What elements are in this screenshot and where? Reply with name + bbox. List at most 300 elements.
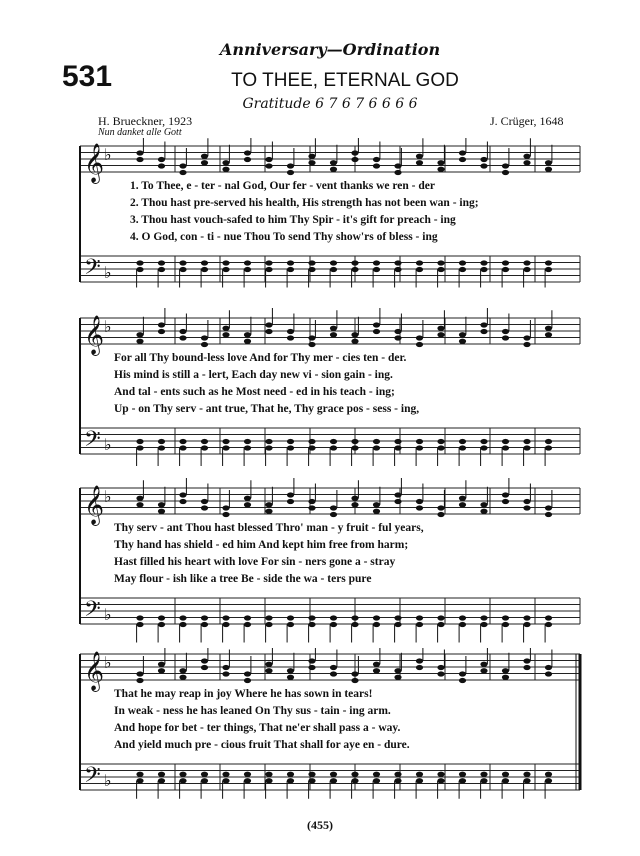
note-head bbox=[287, 778, 294, 783]
note-head bbox=[545, 671, 552, 676]
note-head bbox=[416, 665, 423, 670]
note-head bbox=[545, 445, 552, 450]
note-head bbox=[330, 512, 337, 517]
verse-1-line: Thy serv - ant Thou hast blessed Thro' man - y fruit - ful years, bbox=[114, 522, 424, 534]
note-head bbox=[158, 260, 165, 265]
note-head bbox=[459, 778, 466, 783]
note-head bbox=[459, 496, 466, 501]
note-head bbox=[287, 772, 294, 777]
note-head bbox=[373, 439, 380, 444]
note-head bbox=[437, 665, 444, 670]
note-head bbox=[523, 154, 530, 159]
note-head bbox=[158, 778, 165, 783]
note-head bbox=[287, 170, 294, 175]
treble-clef-icon: 𝄞 bbox=[84, 143, 105, 183]
note-head bbox=[351, 439, 358, 444]
note-head bbox=[136, 678, 143, 683]
note-head bbox=[416, 342, 423, 347]
note-head bbox=[136, 150, 143, 155]
composer-credit: J. Crüger, 1648 bbox=[490, 114, 564, 128]
note-head bbox=[545, 167, 552, 172]
note-head bbox=[244, 772, 251, 777]
bass-clef-icon: 𝄢 bbox=[84, 427, 101, 457]
note-head bbox=[523, 778, 530, 783]
note-head bbox=[416, 439, 423, 444]
page-number: (455) bbox=[307, 818, 333, 832]
note-head bbox=[523, 499, 530, 504]
note-head bbox=[287, 675, 294, 680]
note-head bbox=[373, 772, 380, 777]
note-head bbox=[330, 505, 337, 510]
note-head bbox=[502, 329, 509, 334]
note-head bbox=[502, 615, 509, 620]
note-head bbox=[158, 329, 165, 334]
note-head bbox=[394, 163, 401, 168]
verse-2-line: 2. Thou hast pre-served his health, His strength has not been wan - ing; bbox=[130, 197, 479, 209]
note-head bbox=[308, 622, 315, 627]
note-head bbox=[136, 778, 143, 783]
note-head bbox=[394, 499, 401, 504]
note-head bbox=[437, 622, 444, 627]
note-head bbox=[459, 332, 466, 337]
note-head bbox=[265, 668, 272, 673]
note-head bbox=[136, 615, 143, 620]
note-head bbox=[394, 622, 401, 627]
note-head bbox=[373, 157, 380, 162]
verse-1-line: For all Thy bound-less love And for Thy mer - cies ten - der. bbox=[114, 352, 407, 364]
verse-4-line: 4. O God, con - ti - nue Thou To send Thy show'rs of bless - ing bbox=[130, 231, 438, 243]
note-head bbox=[394, 615, 401, 620]
note-head bbox=[437, 326, 444, 331]
note-head bbox=[201, 267, 208, 272]
note-head bbox=[502, 675, 509, 680]
note-head bbox=[244, 496, 251, 501]
note-head bbox=[244, 339, 251, 344]
note-head bbox=[523, 335, 530, 340]
note-head bbox=[394, 492, 401, 497]
note-head bbox=[308, 499, 315, 504]
note-head bbox=[480, 615, 487, 620]
note-head bbox=[416, 772, 423, 777]
note-head bbox=[523, 622, 530, 627]
note-head bbox=[394, 668, 401, 673]
note-head bbox=[158, 445, 165, 450]
note-head bbox=[459, 157, 466, 162]
note-head bbox=[373, 622, 380, 627]
flat-icon: ♭ bbox=[104, 317, 112, 336]
note-head bbox=[416, 260, 423, 265]
verse-4-line: Up - on Thy serv - ant true, That he, Thy grace pos - sess - ing, bbox=[114, 403, 420, 415]
note-head bbox=[545, 326, 552, 331]
note-head bbox=[459, 260, 466, 265]
note-head bbox=[351, 150, 358, 155]
note-head bbox=[201, 160, 208, 165]
note-head bbox=[330, 332, 337, 337]
verse-3-line: Hast filled his heart with love For sin - ners gone a - stray bbox=[114, 556, 396, 568]
note-head bbox=[244, 615, 251, 620]
note-head bbox=[502, 778, 509, 783]
note-head bbox=[179, 445, 186, 450]
note-head bbox=[158, 322, 165, 327]
note-head bbox=[222, 512, 229, 517]
note-head bbox=[222, 615, 229, 620]
note-head bbox=[437, 167, 444, 172]
note-head bbox=[523, 260, 530, 265]
note-head bbox=[179, 260, 186, 265]
note-head bbox=[523, 267, 530, 272]
note-head bbox=[265, 662, 272, 667]
treble-clef-icon: 𝄞 bbox=[84, 315, 105, 355]
note-head bbox=[136, 439, 143, 444]
note-head bbox=[351, 496, 358, 501]
note-head bbox=[222, 167, 229, 172]
note-head bbox=[179, 170, 186, 175]
note-head bbox=[201, 658, 208, 663]
note-head bbox=[158, 662, 165, 667]
note-head bbox=[222, 439, 229, 444]
note-head bbox=[287, 439, 294, 444]
note-head bbox=[179, 778, 186, 783]
note-head bbox=[480, 329, 487, 334]
note-head bbox=[265, 163, 272, 168]
note-head bbox=[201, 439, 208, 444]
note-head bbox=[244, 260, 251, 265]
note-head bbox=[480, 772, 487, 777]
note-head bbox=[136, 157, 143, 162]
note-head bbox=[373, 260, 380, 265]
music-system-2 bbox=[0, 308, 640, 478]
verse-3-line: And tal - ents such as he Most need - ed in his teach - ing; bbox=[114, 386, 395, 398]
note-head bbox=[459, 622, 466, 627]
note-head bbox=[416, 267, 423, 272]
note-head bbox=[437, 332, 444, 337]
note-head bbox=[416, 615, 423, 620]
treble-clef-icon: 𝄞 bbox=[84, 651, 105, 691]
verse-2-line: Thy hand has shield - ed him And kept him free from harm; bbox=[114, 539, 409, 551]
note-head bbox=[308, 439, 315, 444]
note-head bbox=[523, 505, 530, 510]
note-head bbox=[136, 772, 143, 777]
note-head bbox=[502, 163, 509, 168]
note-head bbox=[222, 267, 229, 272]
note-head bbox=[459, 267, 466, 272]
note-head bbox=[373, 502, 380, 507]
hymn-title: TO THEE, ETERNAL GOD bbox=[231, 70, 459, 91]
note-head bbox=[545, 439, 552, 444]
note-head bbox=[179, 267, 186, 272]
note-head bbox=[244, 502, 251, 507]
music-system-1 bbox=[0, 138, 640, 308]
note-head bbox=[308, 778, 315, 783]
note-head bbox=[201, 499, 208, 504]
note-head bbox=[201, 342, 208, 347]
note-head bbox=[545, 505, 552, 510]
note-head bbox=[308, 772, 315, 777]
verse-1-line: That he may reap in joy Where he has sown in tears! bbox=[114, 688, 373, 700]
note-head bbox=[158, 163, 165, 168]
note-head bbox=[480, 778, 487, 783]
note-head bbox=[201, 772, 208, 777]
note-head bbox=[179, 492, 186, 497]
note-head bbox=[394, 260, 401, 265]
note-head bbox=[437, 772, 444, 777]
note-head bbox=[416, 154, 423, 159]
note-head bbox=[373, 615, 380, 620]
flat-icon: ♭ bbox=[104, 145, 112, 164]
note-head bbox=[222, 778, 229, 783]
note-head bbox=[308, 342, 315, 347]
flat-icon: ♭ bbox=[104, 263, 112, 282]
note-head bbox=[330, 267, 337, 272]
note-head bbox=[523, 615, 530, 620]
note-head bbox=[330, 167, 337, 172]
note-head bbox=[244, 267, 251, 272]
note-head bbox=[545, 772, 552, 777]
note-head bbox=[437, 160, 444, 165]
note-head bbox=[459, 339, 466, 344]
note-head bbox=[502, 267, 509, 272]
note-head bbox=[416, 505, 423, 510]
note-head bbox=[437, 615, 444, 620]
note-head bbox=[502, 170, 509, 175]
note-head bbox=[351, 157, 358, 162]
note-head bbox=[480, 322, 487, 327]
note-head bbox=[158, 772, 165, 777]
note-head bbox=[416, 445, 423, 450]
note-head bbox=[330, 615, 337, 620]
note-head bbox=[545, 615, 552, 620]
note-head bbox=[351, 445, 358, 450]
note-head bbox=[523, 665, 530, 670]
note-head bbox=[416, 160, 423, 165]
note-head bbox=[222, 505, 229, 510]
note-head bbox=[416, 658, 423, 663]
note-head bbox=[351, 332, 358, 337]
note-head bbox=[523, 658, 530, 663]
verse-1-line: 1. To Thee, e - ter - nal God, Our fer - vent thanks we ren - der bbox=[130, 180, 435, 192]
note-head bbox=[308, 154, 315, 159]
note-head bbox=[351, 778, 358, 783]
note-head bbox=[480, 445, 487, 450]
note-head bbox=[222, 326, 229, 331]
note-head bbox=[136, 445, 143, 450]
note-head bbox=[201, 505, 208, 510]
note-head bbox=[373, 662, 380, 667]
note-head bbox=[244, 150, 251, 155]
note-head bbox=[287, 492, 294, 497]
note-head bbox=[502, 668, 509, 673]
note-head bbox=[265, 157, 272, 162]
note-head bbox=[308, 665, 315, 670]
note-head bbox=[287, 668, 294, 673]
note-head bbox=[330, 772, 337, 777]
note-head bbox=[437, 445, 444, 450]
note-head bbox=[394, 335, 401, 340]
note-head bbox=[459, 615, 466, 620]
note-head bbox=[373, 329, 380, 334]
treble-clef-icon: 𝄞 bbox=[84, 485, 105, 525]
note-head bbox=[437, 267, 444, 272]
note-head bbox=[136, 339, 143, 344]
note-head bbox=[373, 445, 380, 450]
note-head bbox=[545, 267, 552, 272]
note-head bbox=[502, 499, 509, 504]
flat-icon: ♭ bbox=[104, 771, 112, 790]
note-head bbox=[330, 260, 337, 265]
note-head bbox=[416, 335, 423, 340]
note-head bbox=[179, 668, 186, 673]
note-head bbox=[244, 671, 251, 676]
tune-source: Nun danket alle Gott bbox=[98, 127, 182, 138]
note-head bbox=[330, 671, 337, 676]
note-head bbox=[351, 267, 358, 272]
note-head bbox=[459, 445, 466, 450]
note-head bbox=[179, 615, 186, 620]
note-head bbox=[351, 622, 358, 627]
note-head bbox=[480, 662, 487, 667]
note-head bbox=[545, 665, 552, 670]
note-head bbox=[459, 502, 466, 507]
note-head bbox=[201, 154, 208, 159]
flat-icon: ♭ bbox=[104, 487, 112, 506]
note-head bbox=[330, 160, 337, 165]
note-head bbox=[201, 260, 208, 265]
note-head bbox=[222, 445, 229, 450]
note-head bbox=[265, 267, 272, 272]
note-head bbox=[244, 678, 251, 683]
note-head bbox=[394, 267, 401, 272]
note-head bbox=[437, 505, 444, 510]
note-head bbox=[545, 512, 552, 517]
note-head bbox=[201, 778, 208, 783]
note-head bbox=[545, 160, 552, 165]
music-system-3 bbox=[0, 478, 640, 648]
verse-2-line: In weak - ness he has leaned On Thy sus - tain - ing arm. bbox=[114, 705, 391, 717]
note-head bbox=[459, 678, 466, 683]
note-head bbox=[373, 778, 380, 783]
note-head bbox=[222, 332, 229, 337]
note-head bbox=[351, 678, 358, 683]
note-head bbox=[308, 658, 315, 663]
note-head bbox=[394, 675, 401, 680]
note-head bbox=[179, 329, 186, 334]
note-head bbox=[480, 502, 487, 507]
note-head bbox=[265, 445, 272, 450]
note-head bbox=[244, 622, 251, 627]
note-head bbox=[287, 615, 294, 620]
note-head bbox=[523, 445, 530, 450]
note-head bbox=[179, 439, 186, 444]
note-head bbox=[158, 267, 165, 272]
note-head bbox=[502, 622, 509, 627]
note-head bbox=[136, 502, 143, 507]
note-head bbox=[265, 615, 272, 620]
note-head bbox=[287, 499, 294, 504]
note-head bbox=[502, 772, 509, 777]
note-head bbox=[373, 267, 380, 272]
note-head bbox=[308, 445, 315, 450]
note-head bbox=[265, 439, 272, 444]
verse-2-line: His mind is still a - lert, Each day new vi - sion gain - ing. bbox=[114, 369, 393, 381]
note-head bbox=[136, 622, 143, 627]
note-head bbox=[244, 332, 251, 337]
note-head bbox=[480, 260, 487, 265]
note-head bbox=[545, 622, 552, 627]
note-head bbox=[308, 335, 315, 340]
note-head bbox=[330, 445, 337, 450]
note-head bbox=[351, 615, 358, 620]
author-credit: H. Brueckner, 1923 bbox=[98, 114, 193, 128]
flat-icon: ♭ bbox=[104, 653, 112, 672]
note-head bbox=[502, 260, 509, 265]
note-head bbox=[244, 439, 251, 444]
music-system-4 bbox=[0, 648, 640, 818]
note-head bbox=[136, 267, 143, 272]
bass-clef-icon: 𝄢 bbox=[84, 763, 101, 793]
note-head bbox=[523, 342, 530, 347]
note-head bbox=[201, 335, 208, 340]
note-head bbox=[545, 332, 552, 337]
note-head bbox=[394, 439, 401, 444]
note-head bbox=[158, 502, 165, 507]
note-head bbox=[265, 260, 272, 265]
note-head bbox=[287, 329, 294, 334]
note-head bbox=[459, 439, 466, 444]
note-head bbox=[502, 335, 509, 340]
note-head bbox=[416, 778, 423, 783]
note-head bbox=[416, 622, 423, 627]
flat-icon: ♭ bbox=[104, 605, 112, 624]
note-head bbox=[330, 326, 337, 331]
bass-clef-icon: 𝄢 bbox=[84, 597, 101, 627]
note-head bbox=[179, 772, 186, 777]
note-head bbox=[308, 160, 315, 165]
note-head bbox=[222, 622, 229, 627]
note-head bbox=[437, 778, 444, 783]
note-head bbox=[158, 622, 165, 627]
note-head bbox=[437, 512, 444, 517]
note-head bbox=[373, 509, 380, 514]
note-head bbox=[480, 509, 487, 514]
note-head bbox=[265, 622, 272, 627]
note-head bbox=[201, 665, 208, 670]
note-head bbox=[394, 329, 401, 334]
note-head bbox=[459, 671, 466, 676]
note-head bbox=[394, 445, 401, 450]
note-head bbox=[394, 772, 401, 777]
note-head bbox=[480, 267, 487, 272]
verse-3-line: 3. Thou hast vouch-safed to him Thy Spir - it's gift for preach - ing bbox=[130, 214, 456, 226]
note-head bbox=[244, 445, 251, 450]
note-head bbox=[179, 675, 186, 680]
note-head bbox=[287, 163, 294, 168]
note-head bbox=[480, 622, 487, 627]
hymn-number: 531 bbox=[62, 60, 113, 93]
note-head bbox=[136, 260, 143, 265]
note-head bbox=[545, 778, 552, 783]
note-head bbox=[373, 322, 380, 327]
note-head bbox=[158, 509, 165, 514]
section-heading: Anniversary—Ordination bbox=[219, 40, 441, 59]
note-head bbox=[502, 439, 509, 444]
note-head bbox=[308, 260, 315, 265]
note-head bbox=[265, 502, 272, 507]
note-head bbox=[201, 615, 208, 620]
note-head bbox=[158, 157, 165, 162]
note-head bbox=[287, 267, 294, 272]
flat-icon: ♭ bbox=[104, 435, 112, 454]
note-head bbox=[351, 502, 358, 507]
